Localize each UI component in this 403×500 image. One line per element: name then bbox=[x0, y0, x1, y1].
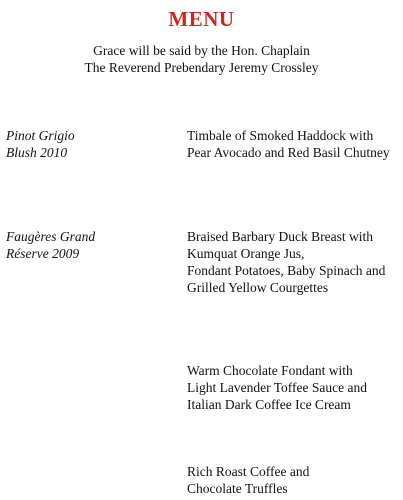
dish-line: Timbale of Smoked Haddock with bbox=[187, 128, 374, 143]
dish-description bbox=[187, 463, 309, 497]
dish-line: Braised Barbary Duck Breast with bbox=[187, 229, 373, 244]
dish-line: Kumquat Orange Jus, bbox=[187, 246, 305, 261]
wine-pairing bbox=[6, 127, 75, 161]
wine-line: Faugères Grand bbox=[6, 229, 96, 244]
wine-line: Blush 2010 bbox=[6, 145, 68, 160]
menu-title: MENU bbox=[168, 7, 235, 31]
wine-pairing bbox=[6, 228, 95, 262]
dish-description bbox=[187, 362, 367, 413]
grace-line: The Reverend Prebendary Jeremy Crossley bbox=[84, 60, 319, 75]
grace-announcement bbox=[0, 42, 403, 76]
dish-line: Grilled Yellow Courgettes bbox=[187, 280, 329, 295]
dish-description bbox=[187, 228, 385, 296]
dish-line: Fondant Potatoes, Baby Spinach and bbox=[187, 263, 386, 278]
dish-line: Rich Roast Coffee and bbox=[187, 464, 310, 479]
dish-line: Chocolate Truffles bbox=[187, 481, 288, 496]
wine-line: Pinot Grigio bbox=[6, 128, 75, 143]
wine-line: Réserve 2009 bbox=[6, 246, 80, 261]
dish-line: Pear Avocado and Red Basil Chutney bbox=[187, 145, 390, 160]
dish-line: Warm Chocolate Fondant with bbox=[187, 363, 353, 378]
dish-line: Italian Dark Coffee Ice Cream bbox=[187, 397, 351, 412]
dish-description bbox=[187, 127, 390, 161]
dish-line: Light Lavender Toffee Sauce and bbox=[187, 380, 367, 395]
grace-line: Grace will be said by the Hon. Chaplain bbox=[93, 43, 310, 58]
